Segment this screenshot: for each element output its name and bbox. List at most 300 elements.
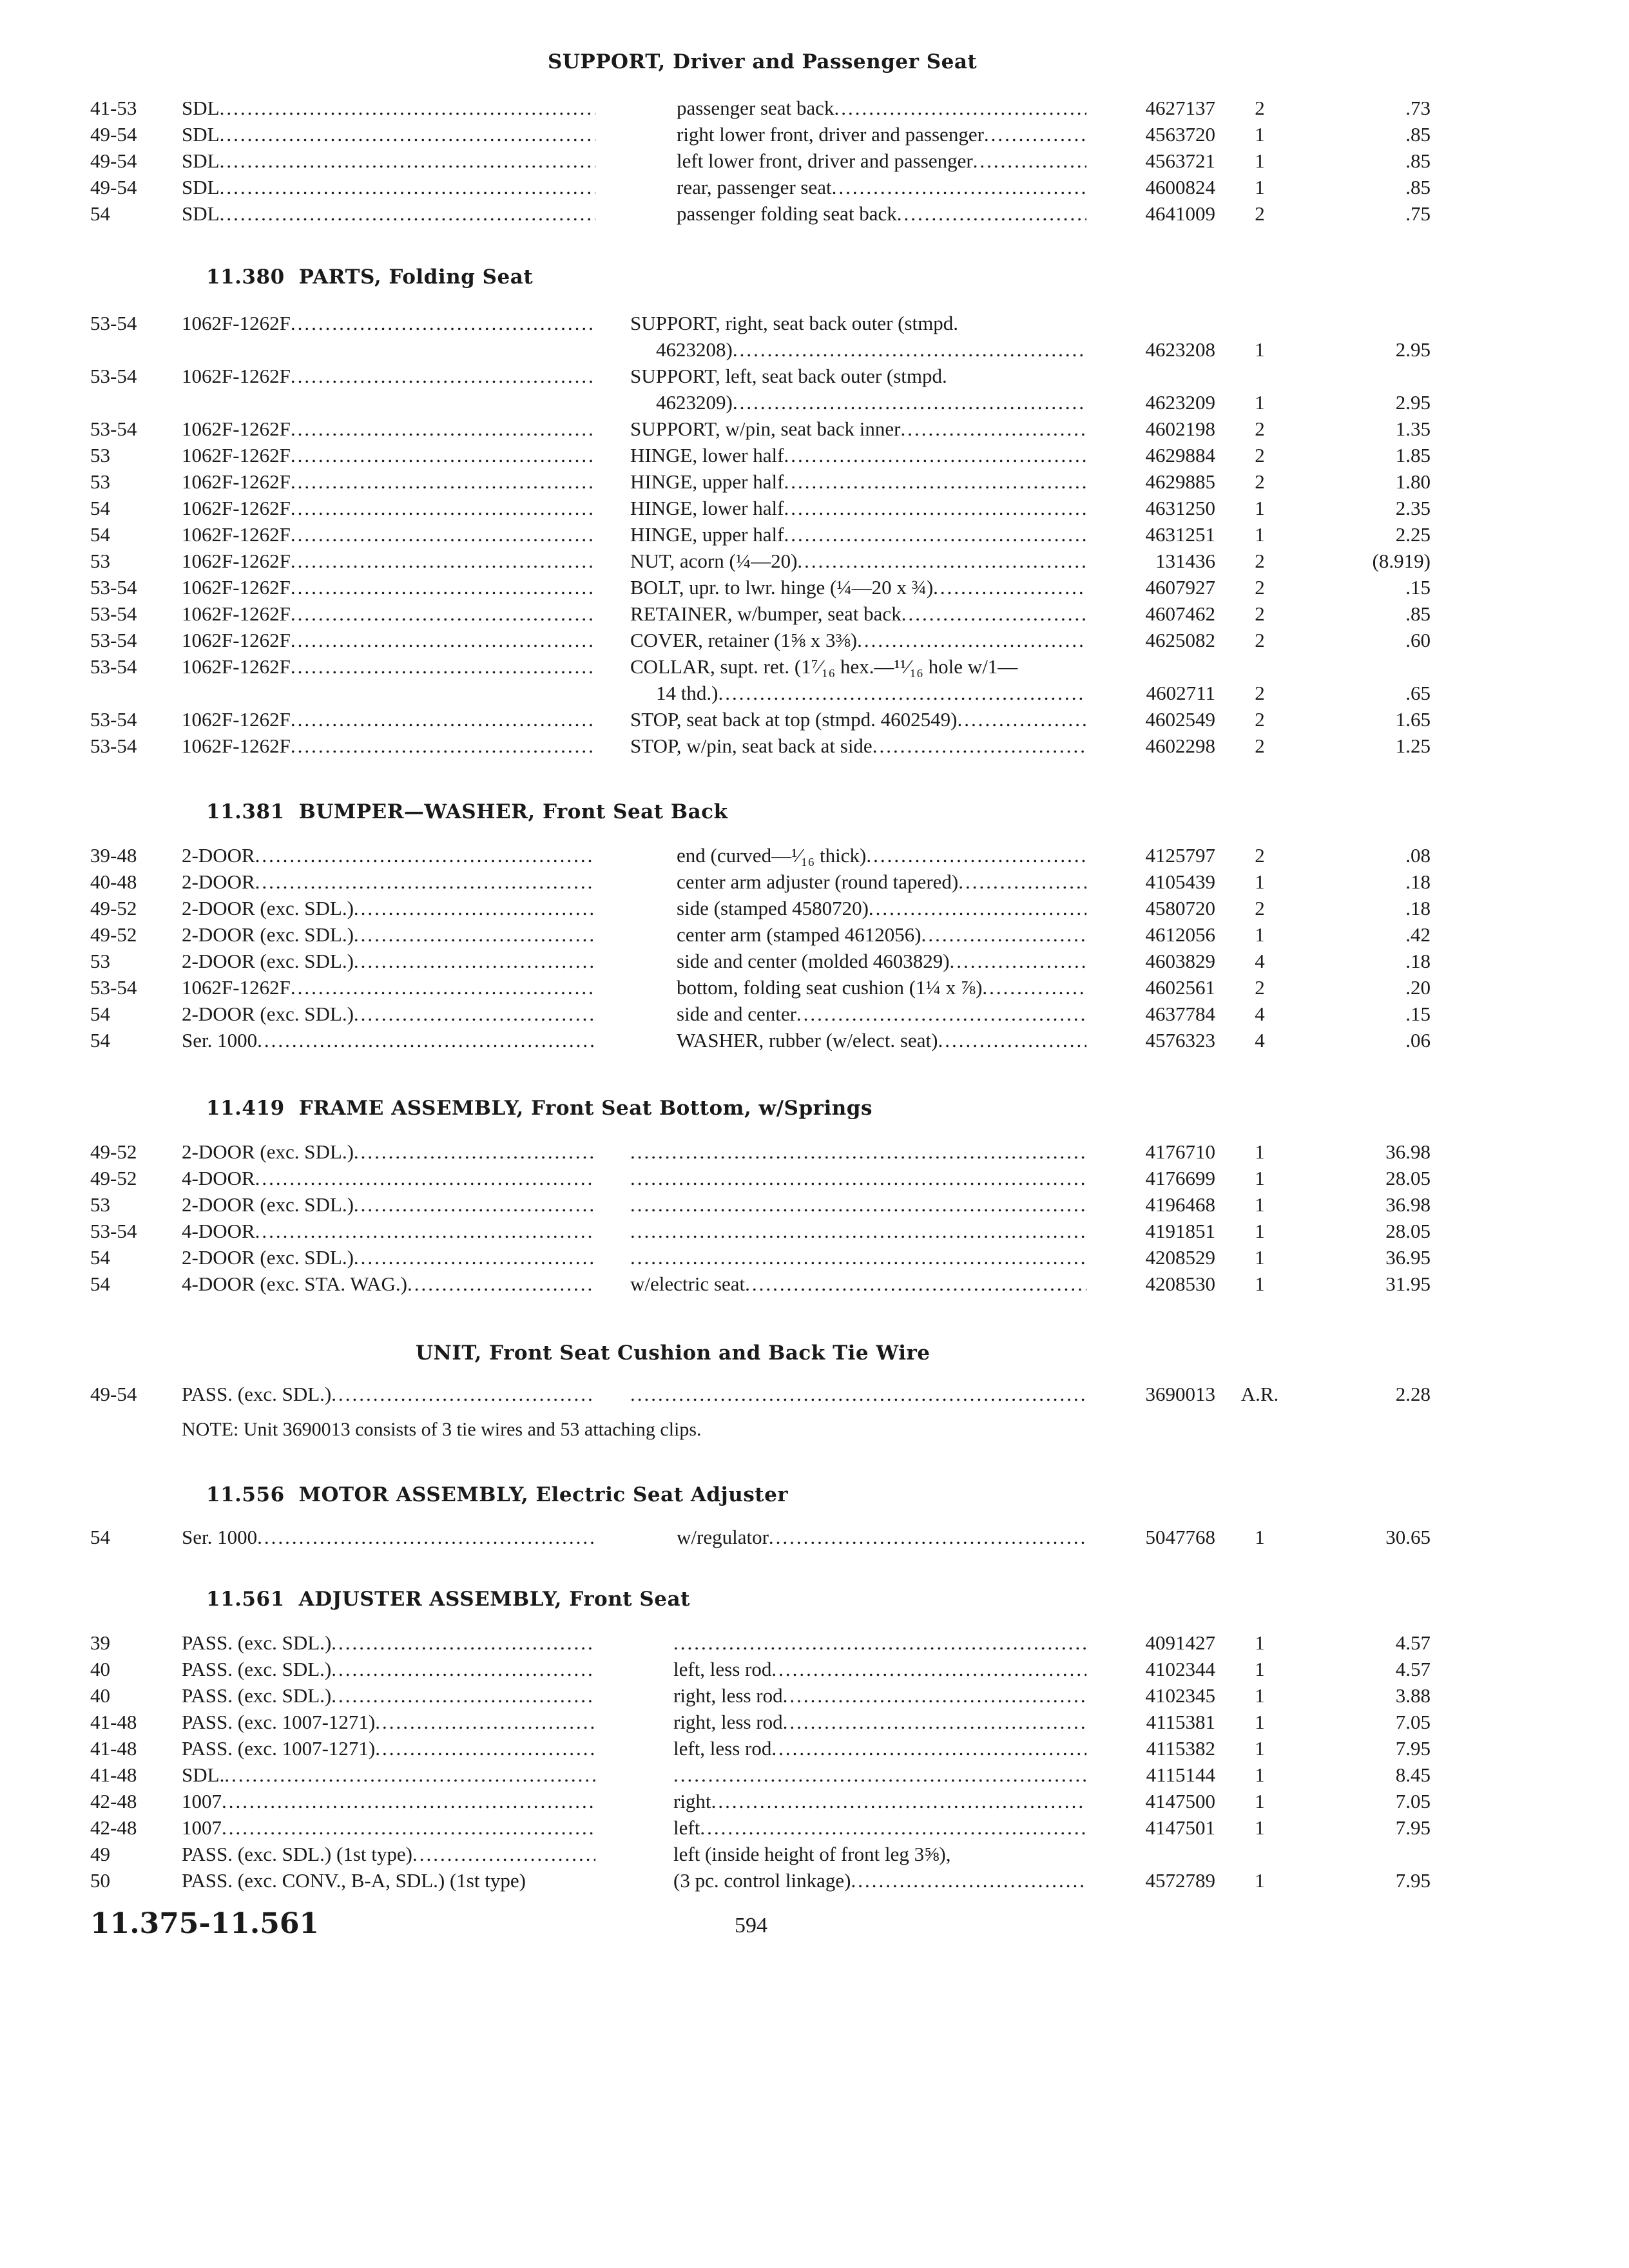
model-text: SDL bbox=[182, 202, 220, 225]
table-row bbox=[0, 896, 1629, 921]
table-row bbox=[0, 443, 1629, 468]
description-cell bbox=[630, 707, 1086, 733]
model-cell bbox=[182, 896, 595, 921]
price-cell: 7.95 bbox=[1395, 1816, 1431, 1839]
table-row bbox=[0, 1762, 1629, 1788]
leader-dots bbox=[291, 312, 595, 334]
section-heading bbox=[206, 800, 728, 823]
quantity-cell: 1 bbox=[1255, 176, 1265, 198]
description-cell bbox=[630, 601, 1086, 627]
description-text: STOP, w/pin, seat back at side bbox=[630, 735, 872, 757]
model-text: PASS. (exc. SDL.) (1st type) bbox=[182, 1843, 412, 1865]
model-text: SDL. bbox=[182, 1763, 225, 1786]
price-cell: .65 bbox=[1405, 682, 1431, 704]
table-row bbox=[0, 948, 1629, 974]
model-text: 1062F-1262F bbox=[182, 655, 291, 678]
part-number-cell: 4602561 bbox=[1145, 976, 1215, 999]
table-row bbox=[0, 869, 1629, 895]
description-text: SUPPORT, left, seat back outer (stmpd. bbox=[630, 365, 947, 387]
leader-dots bbox=[407, 1273, 595, 1295]
price-cell: .60 bbox=[1405, 629, 1431, 651]
price-cell: .85 bbox=[1405, 123, 1431, 146]
table-row bbox=[0, 1709, 1629, 1735]
quantity-cell: 1 bbox=[1255, 1869, 1265, 1892]
leader-dots bbox=[222, 1816, 595, 1839]
part-number-cell: 4115382 bbox=[1146, 1737, 1215, 1760]
table-row bbox=[0, 1192, 1629, 1218]
quantity-cell: 2 bbox=[1255, 897, 1265, 919]
part-number-cell: 4631251 bbox=[1145, 523, 1215, 546]
leader-dots bbox=[354, 1246, 595, 1269]
description-text: passenger folding seat back bbox=[677, 202, 897, 225]
quantity-cell: 1 bbox=[1255, 1526, 1265, 1548]
year-cell: 50 bbox=[90, 1869, 110, 1892]
price-cell: .15 bbox=[1405, 576, 1431, 599]
description-text: HINGE, lower half bbox=[630, 497, 784, 519]
model-text: 2-DOOR (exc. SDL.) bbox=[182, 897, 354, 919]
table-row bbox=[0, 1166, 1629, 1191]
year-cell: 53-54 bbox=[90, 655, 137, 678]
model-text: Ser. 1000 bbox=[182, 1029, 258, 1052]
description-text: center arm adjuster (round tapered) bbox=[677, 870, 959, 893]
part-number-cell: 4115144 bbox=[1146, 1763, 1215, 1786]
year-cell: 54 bbox=[90, 202, 110, 225]
description-cell bbox=[677, 201, 1086, 227]
description-text: COLLAR, supt. ret. (1⁷⁄₁₆ hex.—¹¹⁄₁₆ hole w/1— bbox=[630, 655, 1018, 678]
model-cell bbox=[182, 601, 595, 627]
description-text: right bbox=[673, 1790, 711, 1812]
section-heading bbox=[206, 1588, 690, 1611]
part-number-cell: 4602298 bbox=[1145, 735, 1215, 757]
price-cell: 36.98 bbox=[1385, 1193, 1431, 1216]
leader-dots bbox=[291, 523, 595, 546]
leader-dots bbox=[921, 923, 1086, 946]
quantity-cell: 1 bbox=[1255, 497, 1265, 519]
price-cell: .18 bbox=[1405, 870, 1431, 893]
model-text: 1062F-1262F bbox=[182, 497, 291, 519]
price-cell: 2.28 bbox=[1395, 1383, 1431, 1405]
table-row bbox=[0, 469, 1629, 495]
leader-dots bbox=[291, 735, 595, 757]
price-cell: 7.05 bbox=[1395, 1711, 1431, 1733]
leader-dots bbox=[933, 576, 1086, 599]
leader-dots bbox=[984, 123, 1086, 146]
quantity-cell: 2 bbox=[1255, 550, 1265, 572]
part-number-cell: 4191851 bbox=[1145, 1220, 1215, 1242]
model-cell bbox=[182, 311, 595, 336]
leader-dots bbox=[291, 602, 595, 625]
year-cell: 39 bbox=[90, 1631, 110, 1654]
year-cell: 49-54 bbox=[90, 1383, 137, 1405]
description-text: side and center bbox=[677, 1003, 796, 1025]
model-text: 1062F-1262F bbox=[182, 629, 291, 651]
leader-dots bbox=[354, 923, 595, 946]
leader-dots bbox=[630, 1246, 1086, 1269]
model-cell bbox=[182, 654, 595, 680]
leader-dots bbox=[796, 1003, 1086, 1025]
leader-dots bbox=[291, 550, 595, 572]
part-number-cell: 4580720 bbox=[1145, 897, 1215, 919]
table-row bbox=[0, 337, 1629, 363]
leader-dots bbox=[257, 1029, 595, 1052]
description-text: SUPPORT, w/pin, seat back inner bbox=[630, 418, 901, 440]
year-cell: 49-54 bbox=[90, 176, 137, 198]
year-cell: 54 bbox=[90, 1029, 110, 1052]
description-cell bbox=[656, 680, 1086, 706]
quantity-cell: 1 bbox=[1255, 923, 1265, 946]
section-heading bbox=[206, 1483, 788, 1506]
leader-dots bbox=[331, 1658, 595, 1680]
leader-dots bbox=[797, 550, 1086, 572]
year-cell: 53 bbox=[90, 550, 110, 572]
price-cell: 2.25 bbox=[1395, 523, 1431, 546]
model-cell bbox=[182, 122, 595, 148]
table-row bbox=[0, 1001, 1629, 1027]
leader-dots bbox=[291, 470, 595, 493]
leader-dots bbox=[857, 629, 1086, 651]
table-row bbox=[0, 1736, 1629, 1762]
section-number: 11.556 bbox=[206, 1483, 285, 1506]
model-cell bbox=[182, 1630, 595, 1656]
table-row bbox=[0, 707, 1629, 733]
quantity-cell: 2 bbox=[1255, 682, 1265, 704]
leader-dots bbox=[291, 708, 595, 731]
year-cell: 42-48 bbox=[90, 1790, 137, 1812]
quantity-cell: 1 bbox=[1255, 123, 1265, 146]
part-number-cell: 4102345 bbox=[1145, 1684, 1215, 1707]
description-cell bbox=[677, 948, 1086, 974]
description-cell bbox=[630, 1381, 1086, 1407]
description-cell bbox=[656, 390, 1086, 416]
part-number-cell: 4607462 bbox=[1145, 602, 1215, 625]
table-row bbox=[0, 1683, 1629, 1709]
model-cell bbox=[182, 1657, 595, 1682]
leader-dots bbox=[745, 1273, 1086, 1295]
description-text: rear, passenger seat bbox=[677, 176, 832, 198]
model-cell bbox=[182, 948, 595, 974]
description-text: left (inside height of front leg 3⅝), bbox=[673, 1843, 951, 1865]
part-number-cell: 4208530 bbox=[1145, 1273, 1215, 1295]
model-text: 1007 bbox=[182, 1816, 222, 1839]
leader-dots bbox=[412, 1843, 595, 1865]
table-row bbox=[0, 680, 1629, 706]
model-cell bbox=[182, 1789, 595, 1814]
description-text: STOP, seat back at top (stmpd. 4602549) bbox=[630, 708, 958, 731]
model-text: Ser. 1000 bbox=[182, 1526, 258, 1548]
description-text: left, less rod bbox=[673, 1658, 772, 1680]
price-cell: 4.57 bbox=[1395, 1631, 1431, 1654]
quantity-cell: 1 bbox=[1255, 391, 1265, 414]
section-number: 11.419 bbox=[206, 1097, 285, 1120]
quantity-cell: 2 bbox=[1255, 708, 1265, 731]
leader-dots bbox=[733, 391, 1086, 414]
leader-dots bbox=[331, 1684, 595, 1707]
table-row bbox=[0, 311, 1629, 336]
leader-dots bbox=[354, 1140, 595, 1163]
description-text: BOLT, upr. to lwr. hinge (¼—20 x ¾) bbox=[630, 576, 934, 599]
section-heading bbox=[206, 265, 533, 289]
table-row bbox=[0, 363, 1629, 389]
year-cell: 53-54 bbox=[90, 1220, 137, 1242]
description-cell bbox=[673, 1762, 1086, 1788]
price-cell: 7.05 bbox=[1395, 1790, 1431, 1812]
leader-dots bbox=[255, 870, 595, 893]
leader-dots bbox=[354, 1003, 595, 1025]
page-range: 11.375-11.561 bbox=[90, 1907, 320, 1940]
model-cell bbox=[182, 1381, 595, 1407]
section-number: 11.561 bbox=[206, 1588, 285, 1611]
model-cell bbox=[182, 95, 595, 121]
price-cell: 31.95 bbox=[1385, 1273, 1431, 1295]
table-row bbox=[0, 390, 1629, 416]
part-number-cell: 4115381 bbox=[1146, 1711, 1215, 1733]
description-cell bbox=[630, 311, 1086, 336]
price-cell: 30.65 bbox=[1385, 1526, 1431, 1548]
table-row bbox=[0, 1868, 1629, 1894]
year-cell: 49 bbox=[90, 1843, 110, 1865]
leader-dots bbox=[255, 1220, 595, 1242]
leader-dots bbox=[784, 497, 1086, 519]
quantity-cell: 1 bbox=[1255, 1167, 1265, 1189]
model-text: 4-DOOR bbox=[182, 1167, 255, 1189]
table-row bbox=[0, 495, 1629, 521]
leader-dots bbox=[771, 1658, 1086, 1680]
description-cell bbox=[630, 733, 1086, 759]
description-text: 14 thd.) bbox=[656, 682, 718, 704]
description-cell bbox=[630, 1166, 1086, 1191]
price-cell: .20 bbox=[1405, 976, 1431, 999]
leader-dots bbox=[354, 897, 595, 919]
leader-dots bbox=[733, 338, 1086, 361]
section-title: UNIT, Front Seat Cushion and Back Tie Wire bbox=[416, 1341, 930, 1365]
description-cell bbox=[677, 95, 1086, 121]
model-cell bbox=[182, 1683, 595, 1709]
year-cell: 49-52 bbox=[90, 897, 137, 919]
year-cell: 53-54 bbox=[90, 365, 137, 387]
price-cell: 3.88 bbox=[1395, 1684, 1431, 1707]
model-text: 1062F-1262F bbox=[182, 523, 291, 546]
year-cell: 40 bbox=[90, 1684, 110, 1707]
price-cell: 7.95 bbox=[1395, 1737, 1431, 1760]
price-cell: .18 bbox=[1405, 897, 1431, 919]
price-cell: .85 bbox=[1405, 602, 1431, 625]
part-number-cell: 4563720 bbox=[1145, 123, 1215, 146]
description-cell bbox=[677, 922, 1086, 948]
quantity-cell: 1 bbox=[1255, 1658, 1265, 1680]
quantity-cell: 2 bbox=[1255, 844, 1265, 867]
section-heading bbox=[206, 1097, 872, 1120]
leader-dots bbox=[291, 655, 595, 678]
leader-dots bbox=[220, 202, 595, 225]
quantity-cell: 1 bbox=[1255, 338, 1265, 361]
leader-dots bbox=[354, 950, 595, 972]
leader-dots bbox=[938, 1029, 1086, 1052]
quantity-cell: 1 bbox=[1255, 1737, 1265, 1760]
leader-dots bbox=[783, 1711, 1086, 1733]
leader-dots bbox=[220, 97, 595, 119]
section-title: FRAME ASSEMBLY, Front Seat Bottom, w/Springs bbox=[298, 1097, 872, 1120]
price-cell: .75 bbox=[1405, 202, 1431, 225]
price-cell: 28.05 bbox=[1385, 1220, 1431, 1242]
leader-dots bbox=[257, 1526, 595, 1548]
description-cell bbox=[630, 1245, 1086, 1271]
section-number: 11.380 bbox=[206, 265, 285, 289]
table-row bbox=[0, 975, 1629, 1001]
model-text: 1062F-1262F bbox=[182, 576, 291, 599]
model-text: 1062F-1262F bbox=[182, 444, 291, 466]
description-text: 4623208) bbox=[656, 338, 733, 361]
model-text: 2-DOOR (exc. SDL.) bbox=[182, 1003, 354, 1025]
description-cell bbox=[630, 628, 1086, 653]
leader-dots bbox=[784, 523, 1086, 546]
description-cell bbox=[677, 175, 1086, 200]
description-text: left bbox=[673, 1816, 700, 1839]
model-text: 4-DOOR bbox=[182, 1220, 255, 1242]
leader-dots bbox=[771, 1737, 1086, 1760]
description-cell bbox=[673, 1868, 1086, 1894]
leader-dots bbox=[224, 1763, 595, 1786]
part-number-cell: 4637784 bbox=[1145, 1003, 1215, 1025]
year-cell: 53-54 bbox=[90, 735, 137, 757]
table-row bbox=[0, 1245, 1629, 1271]
model-cell bbox=[182, 1868, 595, 1894]
year-cell: 53 bbox=[90, 470, 110, 493]
model-text: 2-DOOR (exc. SDL.) bbox=[182, 1140, 354, 1163]
table-row bbox=[0, 922, 1629, 948]
year-cell: 40-48 bbox=[90, 870, 137, 893]
model-text: 1062F-1262F bbox=[182, 602, 291, 625]
quantity-cell: 1 bbox=[1255, 1763, 1265, 1786]
year-cell: 53-54 bbox=[90, 976, 137, 999]
price-cell: .42 bbox=[1405, 923, 1431, 946]
section-number: 11.381 bbox=[206, 800, 285, 823]
year-cell: 53 bbox=[90, 444, 110, 466]
part-number-cell: 4625082 bbox=[1145, 629, 1215, 651]
part-number-cell: 5047768 bbox=[1145, 1526, 1215, 1548]
table-row bbox=[0, 654, 1629, 680]
leader-dots bbox=[291, 576, 595, 599]
description-text: side (stamped 4580720) bbox=[677, 897, 869, 919]
model-cell bbox=[182, 628, 595, 653]
part-number-cell: 131436 bbox=[1155, 550, 1215, 572]
leader-dots bbox=[958, 870, 1086, 893]
description-text: right, less rod bbox=[673, 1684, 783, 1707]
year-cell: 54 bbox=[90, 1273, 110, 1295]
quantity-cell: 1 bbox=[1255, 1711, 1265, 1733]
description-cell bbox=[630, 469, 1086, 495]
quantity-cell: 1 bbox=[1255, 870, 1265, 893]
description-cell bbox=[630, 654, 1086, 680]
model-text: PASS. (exc. SDL.) bbox=[182, 1631, 332, 1654]
model-cell bbox=[182, 869, 595, 895]
part-number-cell: 4631250 bbox=[1145, 497, 1215, 519]
price-cell: .85 bbox=[1405, 149, 1431, 172]
leader-dots bbox=[291, 629, 595, 651]
part-number-cell: 4623208 bbox=[1145, 338, 1215, 361]
table-row bbox=[0, 95, 1629, 121]
leader-dots bbox=[375, 1711, 595, 1733]
part-number-cell: 4208529 bbox=[1145, 1246, 1215, 1269]
year-cell: 49-52 bbox=[90, 923, 137, 946]
description-cell bbox=[673, 1841, 1086, 1867]
description-text: w/electric seat bbox=[630, 1273, 746, 1295]
description-cell bbox=[677, 896, 1086, 921]
table-row bbox=[0, 1789, 1629, 1814]
description-text: right lower front, driver and passenger bbox=[677, 123, 984, 146]
model-cell bbox=[182, 495, 595, 521]
leader-dots bbox=[869, 897, 1086, 919]
leader-dots bbox=[769, 1526, 1086, 1548]
year-cell: 53-54 bbox=[90, 576, 137, 599]
leader-dots bbox=[255, 1167, 595, 1189]
leader-dots bbox=[630, 1193, 1086, 1216]
model-cell bbox=[182, 1166, 595, 1191]
model-text: 2-DOOR (exc. SDL.) bbox=[182, 950, 354, 972]
year-cell: 54 bbox=[90, 1246, 110, 1269]
part-number-cell: 4627137 bbox=[1145, 97, 1215, 119]
table-row bbox=[0, 122, 1629, 148]
description-cell bbox=[677, 975, 1086, 1001]
part-number-cell: 3690013 bbox=[1145, 1383, 1215, 1405]
model-cell bbox=[182, 1762, 595, 1788]
leader-dots bbox=[291, 365, 595, 387]
description-text: SUPPORT, right, seat back outer (stmpd. bbox=[630, 312, 959, 334]
description-cell bbox=[677, 843, 1086, 869]
price-cell: 2.95 bbox=[1395, 338, 1431, 361]
model-cell bbox=[182, 575, 595, 601]
leader-dots bbox=[711, 1790, 1086, 1812]
description-cell bbox=[673, 1789, 1086, 1814]
quantity-cell: 4 bbox=[1255, 1029, 1265, 1052]
model-text: 1062F-1262F bbox=[182, 976, 291, 999]
price-cell: (8.919) bbox=[1372, 550, 1431, 572]
description-cell bbox=[677, 148, 1086, 174]
model-cell bbox=[182, 443, 595, 468]
year-cell: 54 bbox=[90, 1526, 110, 1548]
description-text: side and center (molded 4603829) bbox=[677, 950, 950, 972]
leader-dots bbox=[700, 1816, 1086, 1839]
description-cell bbox=[630, 443, 1086, 468]
model-text: PASS. (exc. SDL.) bbox=[182, 1684, 332, 1707]
leader-dots bbox=[220, 123, 595, 146]
leader-dots bbox=[291, 497, 595, 519]
quantity-cell: 2 bbox=[1255, 202, 1265, 225]
table-row bbox=[0, 1271, 1629, 1297]
description-text: 4623209) bbox=[656, 391, 733, 414]
model-text: SDL bbox=[182, 123, 220, 146]
model-cell bbox=[182, 1736, 595, 1762]
leader-dots bbox=[291, 418, 595, 440]
description-cell bbox=[630, 1139, 1086, 1165]
model-cell bbox=[182, 416, 595, 442]
description-cell bbox=[677, 1001, 1086, 1027]
price-cell: 4.57 bbox=[1395, 1658, 1431, 1680]
year-cell: 54 bbox=[90, 523, 110, 546]
model-cell bbox=[182, 707, 595, 733]
model-cell bbox=[182, 1139, 595, 1165]
table-row bbox=[0, 1841, 1629, 1867]
table-row bbox=[0, 1381, 1629, 1407]
table-row bbox=[0, 628, 1629, 653]
section-heading bbox=[416, 1341, 930, 1365]
description-cell bbox=[630, 1192, 1086, 1218]
description-cell bbox=[673, 1657, 1086, 1682]
price-cell: 7.95 bbox=[1395, 1869, 1431, 1892]
table-row bbox=[0, 175, 1629, 200]
model-cell bbox=[182, 1001, 595, 1027]
quantity-cell: 2 bbox=[1255, 97, 1265, 119]
description-cell bbox=[630, 548, 1086, 574]
